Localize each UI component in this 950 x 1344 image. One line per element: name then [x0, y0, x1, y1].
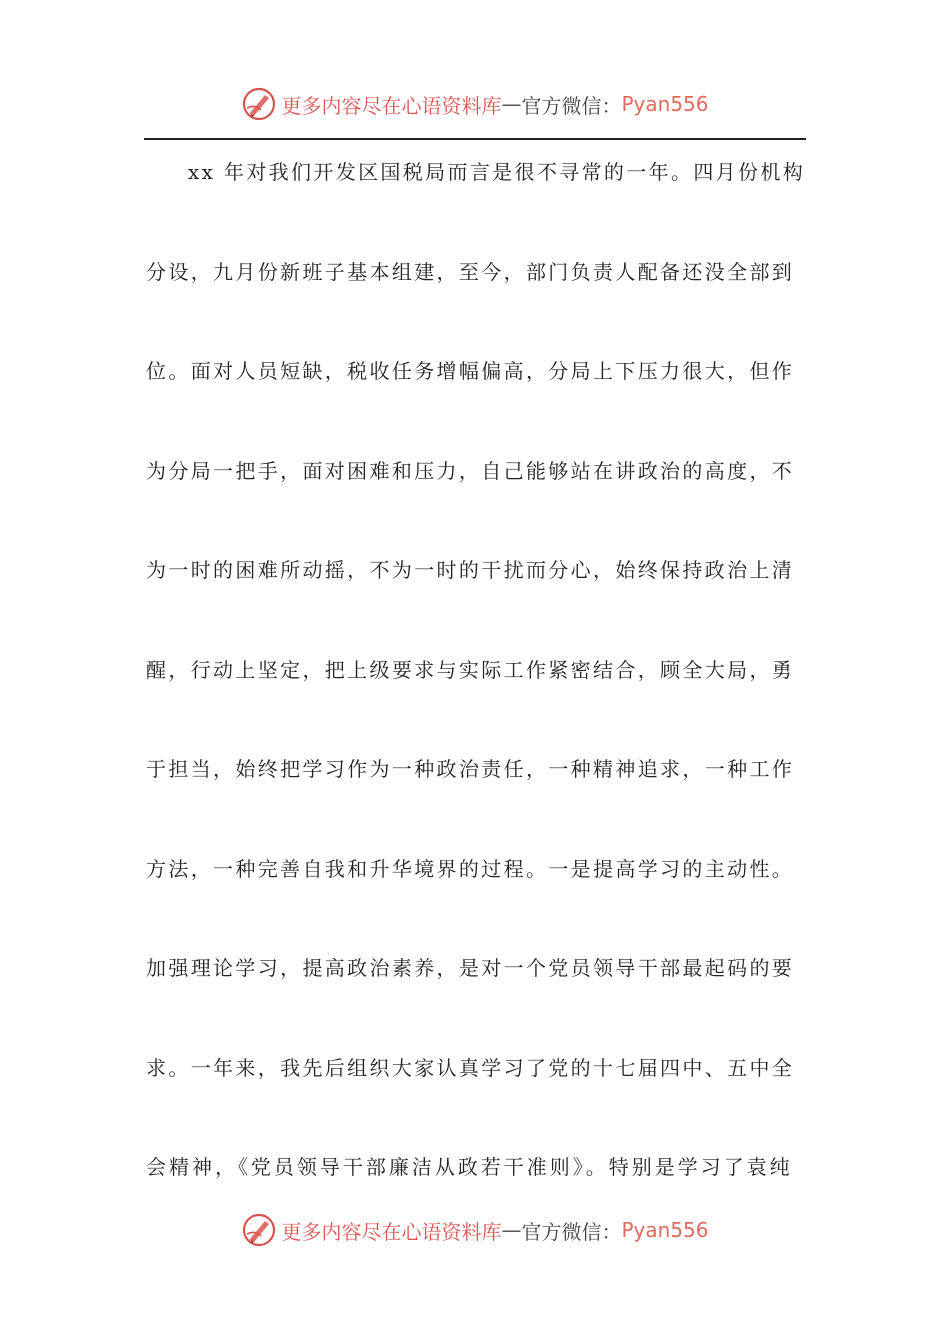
body-line: 于担当，始终把学习作为一种政治责任，一种精神追求，一种工作: [146, 757, 795, 781]
body-line: 为一时的困难所动摇，不为一时的干扰而分心，始终保持政治上清: [146, 558, 795, 582]
footer-banner: [0, 1208, 950, 1252]
body-line: 求。一年来，我先后组织大家认真学习了党的十七届四中、五中全: [146, 1055, 795, 1080]
body-line: 为分局一把手，面对困难和压力，自己能够站在讲政治的高度，不: [146, 458, 795, 483]
body-line: 醒，行动上坚定，把上级要求与实际工作紧密结合，顾全大局，勇: [146, 657, 795, 682]
header-brand-text: 更多内容尽在心语资料库: [281, 93, 502, 118]
body-line: 会精神，《党员领导干部廉洁从政若干准则》。特别是学习了袁纯: [146, 1155, 792, 1179]
body-line: xx 年对我们开发区国税局而言是很不寻常的一年。四月份机构: [188, 160, 806, 184]
footer-wechat-handle: Pyan556: [621, 1218, 709, 1242]
body-line: 方法，一种完善自我和升华境界的过程。一是提高学习的主动性。: [146, 856, 795, 881]
body-line: 分设，九月份新班子基本组建，至今，部门负责人配备还没全部到: [146, 259, 795, 284]
body-paragraph: [146, 148, 806, 1243]
footer-label: 官方微信：: [521, 1219, 622, 1244]
pen-logo-icon: [241, 86, 277, 122]
header-divider: [144, 138, 806, 140]
header-separator: —: [501, 92, 522, 116]
pen-logo-icon: [241, 1212, 277, 1248]
footer-separator: —: [501, 1218, 522, 1242]
footer-brand-text: 更多内容尽在心语资料库: [281, 1219, 502, 1244]
body-line: 加强理论学习，提高政治素养，是对一个党员领导干部最起码的要: [146, 956, 795, 980]
body-line: 位。面对人员短缺，税收任务增幅偏高，分局上下压力很大，但作: [146, 359, 795, 383]
header-label: 官方微信：: [521, 93, 622, 118]
header-banner: [0, 82, 950, 126]
header-wechat-handle: Pyan556: [621, 92, 709, 116]
